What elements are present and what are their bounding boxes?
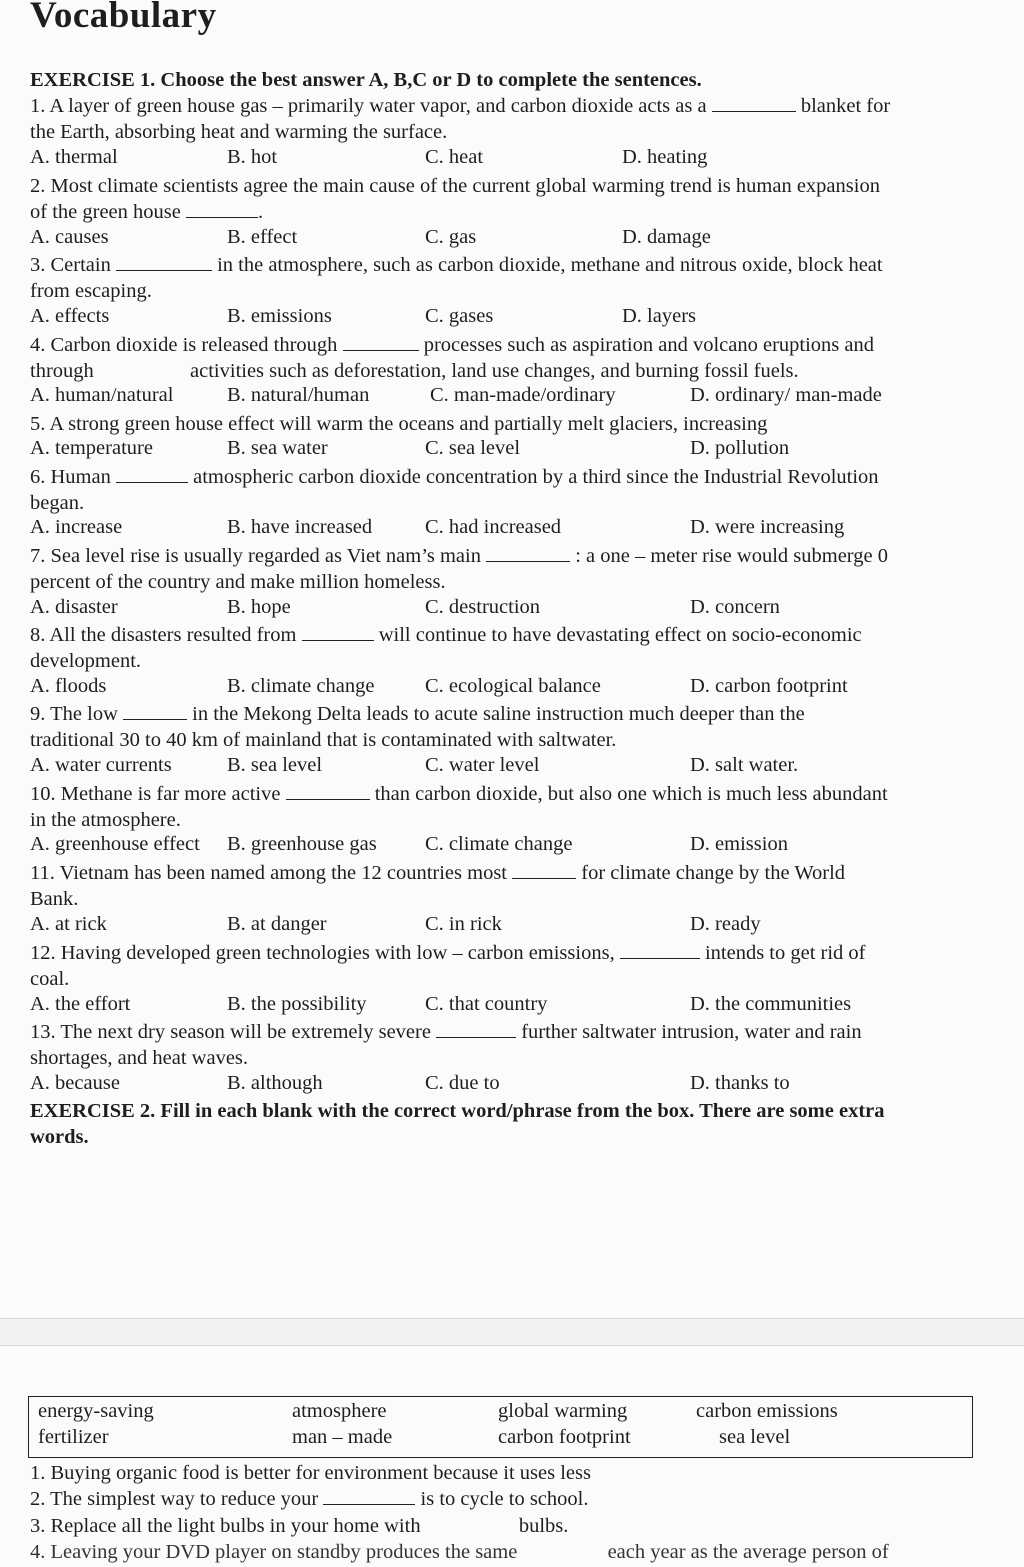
word-box-item: carbon footprint bbox=[498, 1426, 631, 1448]
q9-option-b: B. sea level bbox=[227, 754, 323, 776]
q8-option-d: D. carbon footprint bbox=[690, 675, 848, 697]
q9-text-a: 9. The low bbox=[30, 703, 118, 725]
ex2-s2-text-b: is to cycle to school. bbox=[420, 1488, 589, 1510]
word-box-item: atmosphere bbox=[292, 1400, 387, 1422]
q5-option-c: C. sea level bbox=[425, 437, 521, 459]
q9-option-a: A. water currents bbox=[30, 754, 172, 776]
q11-options bbox=[30, 913, 1024, 939]
q8-text-b: will continue to have devastating effect on socio-economic bbox=[378, 624, 862, 646]
q2-text-a: 2. Most climate scientists agree the main cause of the current global warming trend is human expansion bbox=[30, 175, 880, 197]
q10-blank bbox=[286, 782, 370, 800]
q1-option-a: A. thermal bbox=[30, 146, 118, 168]
q6-text-a: 6. Human bbox=[30, 466, 111, 488]
question-1 bbox=[30, 93, 1018, 145]
q7-option-b: B. hope bbox=[227, 596, 291, 618]
q12-blank bbox=[620, 941, 700, 959]
q13-options bbox=[30, 1072, 1024, 1098]
q10-option-b: B. greenhouse gas bbox=[227, 833, 377, 855]
ex2-s4-text-b: each year as the average person of bbox=[607, 1541, 889, 1563]
q5-options bbox=[30, 437, 1024, 463]
q11-text-a: 11. Vietnam has been named among the 12 countries most bbox=[30, 862, 507, 884]
q4-text-d: activities such as deforestation, land use changes, and burning fossil fuels. bbox=[190, 360, 799, 383]
q6-options bbox=[30, 516, 1024, 542]
q12-option-c: C. that country bbox=[425, 993, 548, 1015]
q11-text-b: for climate change by the World bbox=[581, 862, 846, 884]
q2-option-d: D. damage bbox=[622, 226, 711, 248]
q6-option-c: C. had increased bbox=[425, 516, 562, 538]
q6-option-a: A. increase bbox=[30, 516, 123, 538]
q7-text-b: : a one – meter rise would submerge 0 bbox=[575, 545, 888, 567]
q13-text-a: 13. The next dry season will be extremely severe bbox=[30, 1021, 431, 1043]
question-9 bbox=[30, 701, 1018, 753]
q12-text-a: 12. Having developed green technologies with low – carbon emissions, bbox=[30, 942, 615, 964]
q1-option-b: B. hot bbox=[227, 146, 278, 168]
q12-option-d: D. the communities bbox=[690, 993, 852, 1015]
word-box-item: man – made bbox=[292, 1426, 393, 1448]
q4-text-c: through bbox=[30, 360, 94, 383]
question-6 bbox=[30, 464, 1018, 516]
question-3 bbox=[30, 252, 1018, 304]
page-title: Vocabulary bbox=[30, 0, 217, 36]
q4-blank-2 bbox=[99, 359, 185, 377]
q12-text-b: intends to get rid of bbox=[704, 942, 866, 964]
q1-option-d: D. heating bbox=[622, 146, 708, 168]
question-11 bbox=[30, 860, 1018, 912]
ex2-s4-blank bbox=[522, 1540, 602, 1558]
q1-option-c: C. heat bbox=[425, 146, 484, 168]
word-box-item: global warming bbox=[498, 1400, 628, 1422]
q2-option-b: B. effect bbox=[227, 226, 298, 248]
q8-option-a: A. floods bbox=[30, 675, 107, 697]
q5-text-a: 5. A strong green house effect will warm the oceans and partially melt glaciers, increasing bbox=[30, 413, 768, 435]
ex2-sentence-4 bbox=[30, 1539, 889, 1566]
q12-option-a: A. the effort bbox=[30, 993, 131, 1015]
q12-options bbox=[30, 993, 1024, 1019]
q3-text-a: 3. Certain bbox=[30, 254, 111, 276]
question-12 bbox=[30, 940, 1018, 992]
q8-options bbox=[30, 675, 1024, 701]
q1-text-c: the Earth, absorbing heat and warming the surface. bbox=[30, 121, 448, 144]
q5-option-d: D. pollution bbox=[690, 437, 790, 459]
q10-text-a: 10. Methane is far more active bbox=[30, 783, 281, 805]
q12-text-c: coal. bbox=[30, 968, 70, 991]
q3-text-c: from escaping. bbox=[30, 280, 152, 303]
q7-option-a: A. disaster bbox=[30, 596, 118, 618]
q8-option-b: B. climate change bbox=[227, 675, 375, 697]
q13-text-b: further saltwater intrusion, water and rain bbox=[521, 1021, 862, 1043]
q6-option-b: B. have increased bbox=[227, 516, 373, 538]
ex2-sentence-1: 1. Buying organic food is better for environment because it uses less bbox=[30, 1462, 591, 1484]
exercise2-heading-line1: EXERCISE 2. Fill in each blank with the correct word/phrase from the box. There are some extra bbox=[30, 1100, 885, 1122]
q6-text-c: began. bbox=[30, 492, 85, 515]
q9-option-c: C. water level bbox=[425, 754, 540, 776]
q2-text-b: of the green house bbox=[30, 201, 181, 224]
word-box-item: energy-saving bbox=[38, 1400, 154, 1422]
q7-text-c: percent of the country and make million homeless. bbox=[30, 571, 446, 594]
q6-text-b: atmospheric carbon dioxide concentration by a third since the Industrial Revolution bbox=[193, 466, 879, 488]
q7-option-d: D. concern bbox=[690, 596, 780, 618]
ex2-s2-text-a: 2. The simplest way to reduce your bbox=[30, 1488, 319, 1510]
q3-option-d: D. layers bbox=[622, 305, 697, 327]
q8-text-a: 8. All the disasters resulted from bbox=[30, 624, 297, 646]
q1-options bbox=[30, 146, 1024, 172]
question-2 bbox=[30, 173, 1018, 225]
q4-option-d: D. ordinary/ man-made bbox=[690, 384, 882, 406]
q3-options bbox=[30, 305, 1024, 331]
q4-option-b: B. natural/human bbox=[227, 384, 370, 406]
q7-text-a: 7. Sea level rise is usually regarded as Viet nam’s main bbox=[30, 545, 481, 567]
q11-option-b: B. at danger bbox=[227, 913, 327, 935]
exercise2-heading-line2: words. bbox=[30, 1126, 89, 1148]
ex2-s3-blank bbox=[426, 1514, 514, 1532]
q9-text-b: in the Mekong Delta leads to acute saline instruction much deeper than the bbox=[192, 703, 805, 725]
q13-option-c: C. due to bbox=[425, 1072, 500, 1094]
ex2-sentence-3 bbox=[30, 1513, 568, 1540]
q13-text-c: shortages, and heat waves. bbox=[30, 1047, 249, 1070]
page-separator bbox=[0, 1318, 1024, 1346]
q4-option-a: A. human/natural bbox=[30, 384, 174, 406]
q3-option-c: C. gases bbox=[425, 305, 494, 327]
q5-option-b: B. sea water bbox=[227, 437, 328, 459]
word-box bbox=[28, 1396, 973, 1458]
q8-option-c: C. ecological balance bbox=[425, 675, 601, 697]
q1-text-b: blanket for bbox=[800, 95, 891, 117]
ex2-s3-text-b: bulbs. bbox=[518, 1515, 569, 1537]
q9-options bbox=[30, 754, 1024, 780]
q3-blank bbox=[116, 253, 212, 271]
q9-text-c: traditional 30 to 40 km of mainland that is contaminated with saltwater. bbox=[30, 729, 617, 752]
q1-blank bbox=[712, 94, 796, 112]
ex2-s2-blank bbox=[323, 1487, 415, 1505]
question-13 bbox=[30, 1019, 1018, 1071]
q4-option-c: C. man-made/ordinary bbox=[430, 384, 616, 406]
word-box-item: sea level bbox=[719, 1426, 791, 1448]
q2-option-a: A. causes bbox=[30, 226, 109, 248]
q4-text-b: processes such as aspiration and volcano eruptions and bbox=[423, 334, 874, 356]
question-8 bbox=[30, 622, 1018, 674]
q1-text-a: 1. A layer of green house gas – primarily water vapor, and carbon dioxide acts as a bbox=[30, 95, 707, 117]
q8-blank bbox=[302, 623, 374, 641]
q2-options bbox=[30, 226, 1024, 252]
q2-option-c: C. gas bbox=[425, 226, 477, 248]
question-5 bbox=[30, 411, 1018, 437]
question-7 bbox=[30, 543, 1018, 595]
question-10 bbox=[30, 781, 1018, 833]
q13-option-a: A. because bbox=[30, 1072, 120, 1094]
q13-option-b: B. although bbox=[227, 1072, 323, 1094]
q13-blank bbox=[436, 1020, 516, 1038]
q10-text-b: than carbon dioxide, but also one which is much less abundant bbox=[374, 783, 888, 805]
q2-text-c: . bbox=[257, 201, 264, 224]
q11-option-d: D. ready bbox=[690, 913, 761, 935]
q10-options bbox=[30, 833, 1024, 859]
q7-options bbox=[30, 596, 1024, 622]
exercise1-heading: EXERCISE 1. Choose the best answer A, B,C or D to complete the sentences. bbox=[30, 69, 702, 91]
q3-option-b: B. emissions bbox=[227, 305, 332, 327]
q4-text-a: 4. Carbon dioxide is released through bbox=[30, 334, 338, 356]
q4-options bbox=[30, 384, 1024, 410]
q9-option-d: D. salt water. bbox=[690, 754, 799, 776]
q11-option-c: C. in rick bbox=[425, 913, 502, 935]
ex2-s4-text-a: 4. Leaving your DVD player on standby produces the same bbox=[30, 1541, 518, 1563]
ex2-sentence-2 bbox=[30, 1486, 588, 1513]
q11-option-a: A. at rick bbox=[30, 913, 107, 935]
q11-text-c: Bank. bbox=[30, 888, 79, 911]
q3-text-b: in the atmosphere, such as carbon dioxide, methane and nitrous oxide, block heat bbox=[217, 254, 883, 276]
q12-option-b: B. the possibility bbox=[227, 993, 367, 1015]
q4-blank-1 bbox=[343, 333, 419, 351]
q6-option-d: D. were increasing bbox=[690, 516, 845, 538]
q10-text-c: in the atmosphere. bbox=[30, 809, 181, 832]
q2-blank bbox=[186, 200, 258, 218]
q11-blank bbox=[512, 861, 576, 879]
q8-text-c: development. bbox=[30, 650, 142, 673]
q7-blank bbox=[486, 544, 570, 562]
word-box-item: fertilizer bbox=[38, 1426, 109, 1448]
question-4 bbox=[30, 332, 1018, 384]
q9-blank bbox=[123, 702, 187, 720]
q6-blank bbox=[116, 465, 188, 483]
q7-option-c: C. destruction bbox=[425, 596, 541, 618]
q5-option-a: A. temperature bbox=[30, 437, 153, 459]
q10-option-a: A. greenhouse effect bbox=[30, 833, 200, 855]
q10-option-d: D. emission bbox=[690, 833, 788, 855]
word-box-item: carbon emissions bbox=[696, 1400, 838, 1422]
q10-option-c: C. climate change bbox=[425, 833, 573, 855]
q3-option-a: A. effects bbox=[30, 305, 110, 327]
ex2-s3-text-a: 3. Replace all the light bulbs in your home with bbox=[30, 1515, 421, 1537]
q13-option-d: D. thanks to bbox=[690, 1072, 790, 1094]
